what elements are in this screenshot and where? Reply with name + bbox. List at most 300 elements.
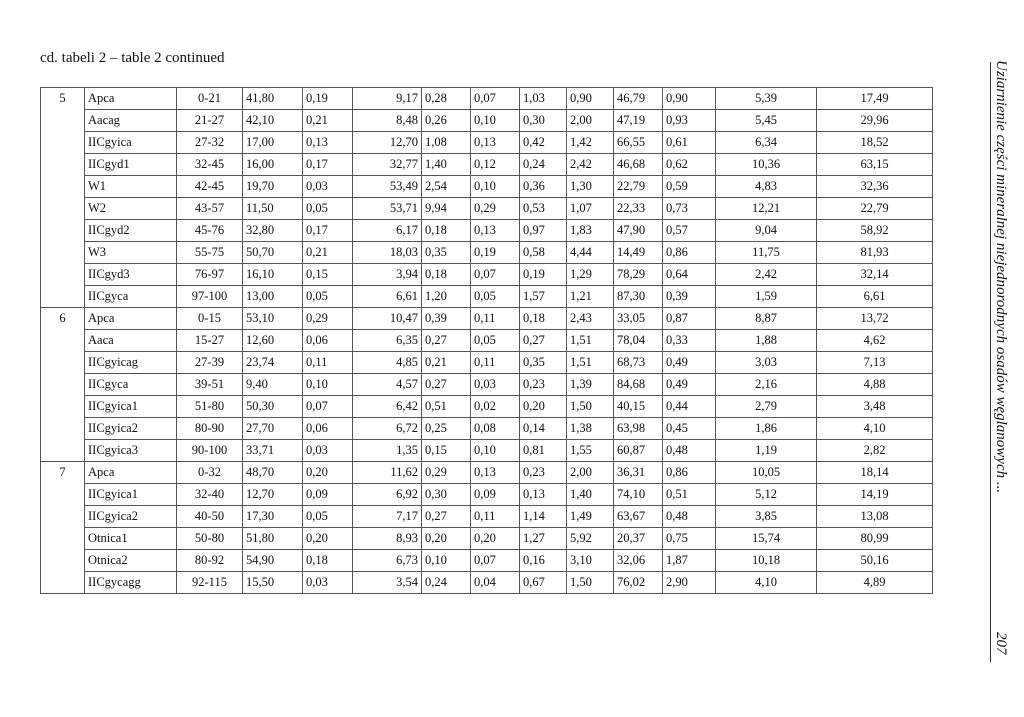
depth-cell: 43-57 — [177, 198, 243, 220]
value-cell: 5,39 — [716, 88, 817, 110]
profile-number — [41, 550, 85, 572]
profile-number — [41, 418, 85, 440]
value-cell: 12,70 — [243, 484, 303, 506]
value-cell: 0,07 — [471, 550, 520, 572]
table-caption: cd. tabeli 2 – table 2 continued — [40, 50, 225, 66]
value-cell: 18,14 — [817, 462, 933, 484]
value-cell: 16,10 — [243, 264, 303, 286]
value-cell: 63,15 — [817, 154, 933, 176]
value-cell: 3,03 — [716, 352, 817, 374]
value-cell: 2,42 — [567, 154, 614, 176]
horizon-name: W3 — [85, 242, 177, 264]
value-cell: 68,73 — [614, 352, 663, 374]
depth-cell: 80-92 — [177, 550, 243, 572]
profile-number: 6 — [41, 308, 85, 330]
value-cell: 46,68 — [614, 154, 663, 176]
value-cell: 0,35 — [520, 352, 567, 374]
value-cell: 10,47 — [353, 308, 422, 330]
table-row — [41, 308, 933, 330]
value-cell: 0,04 — [471, 572, 520, 594]
value-cell: 1,50 — [567, 396, 614, 418]
value-cell: 32,77 — [353, 154, 422, 176]
value-cell: 1,08 — [422, 132, 471, 154]
depth-cell: 76-97 — [177, 264, 243, 286]
value-cell: 13,72 — [817, 308, 933, 330]
value-cell: 19,70 — [243, 176, 303, 198]
value-cell: 1,50 — [567, 572, 614, 594]
value-cell: 4,89 — [817, 572, 933, 594]
value-cell: 0,19 — [520, 264, 567, 286]
depth-cell: 0-21 — [177, 88, 243, 110]
value-cell: 8,48 — [353, 110, 422, 132]
value-cell: 0,03 — [303, 176, 353, 198]
value-cell: 47,90 — [614, 220, 663, 242]
value-cell: 6,42 — [353, 396, 422, 418]
value-cell: 33,71 — [243, 440, 303, 462]
value-cell: 0,86 — [663, 462, 716, 484]
value-cell: 0,16 — [520, 550, 567, 572]
table-row — [41, 352, 933, 374]
value-cell: 0,53 — [520, 198, 567, 220]
profile-number — [41, 176, 85, 198]
value-cell: 0,13 — [471, 220, 520, 242]
value-cell: 3,10 — [567, 550, 614, 572]
table-row — [41, 110, 933, 132]
value-cell: 4,83 — [716, 176, 817, 198]
table-row — [41, 198, 933, 220]
horizon-name: Aacag — [85, 110, 177, 132]
profile-number — [41, 396, 85, 418]
value-cell: 1,49 — [567, 506, 614, 528]
value-cell: 6,34 — [716, 132, 817, 154]
page-number: 207 — [993, 632, 1009, 655]
value-cell: 50,30 — [243, 396, 303, 418]
horizon-name: Otnica2 — [85, 550, 177, 572]
profile-number — [41, 286, 85, 308]
value-cell: 76,02 — [614, 572, 663, 594]
value-cell: 0,61 — [663, 132, 716, 154]
value-cell: 0,30 — [520, 110, 567, 132]
depth-cell: 15-27 — [177, 330, 243, 352]
value-cell: 1,87 — [663, 550, 716, 572]
value-cell: 32,14 — [817, 264, 933, 286]
value-cell: 0,20 — [520, 396, 567, 418]
value-cell: 0,05 — [303, 198, 353, 220]
value-cell: 0,19 — [471, 242, 520, 264]
table-row — [41, 264, 933, 286]
value-cell: 2,16 — [716, 374, 817, 396]
depth-cell: 51-80 — [177, 396, 243, 418]
profile-number — [41, 330, 85, 352]
depth-cell: 27-32 — [177, 132, 243, 154]
value-cell: 4,85 — [353, 352, 422, 374]
value-cell: 0,03 — [303, 440, 353, 462]
value-cell: 0,03 — [303, 572, 353, 594]
value-cell: 74,10 — [614, 484, 663, 506]
profile-number — [41, 242, 85, 264]
value-cell: 11,50 — [243, 198, 303, 220]
profile-number — [41, 110, 85, 132]
table-row — [41, 286, 933, 308]
value-cell: 1,59 — [716, 286, 817, 308]
value-cell: 53,10 — [243, 308, 303, 330]
value-cell: 0,05 — [303, 506, 353, 528]
value-cell: 1,14 — [520, 506, 567, 528]
value-cell: 0,58 — [520, 242, 567, 264]
value-cell: 0,64 — [663, 264, 716, 286]
value-cell: 0,51 — [422, 396, 471, 418]
table-row — [41, 418, 933, 440]
value-cell: 32,06 — [614, 550, 663, 572]
value-cell: 23,74 — [243, 352, 303, 374]
value-cell: 3,48 — [817, 396, 933, 418]
value-cell: 1,21 — [567, 286, 614, 308]
value-cell: 0,18 — [520, 308, 567, 330]
value-cell: 0,05 — [471, 286, 520, 308]
value-cell: 0,06 — [303, 418, 353, 440]
value-cell: 0,57 — [663, 220, 716, 242]
value-cell: 80,99 — [817, 528, 933, 550]
value-cell: 4,10 — [817, 418, 933, 440]
profile-number — [41, 198, 85, 220]
value-cell: 1,38 — [567, 418, 614, 440]
depth-cell: 92-115 — [177, 572, 243, 594]
value-cell: 0,27 — [422, 374, 471, 396]
horizon-name: IICgyicag — [85, 352, 177, 374]
value-cell: 18,52 — [817, 132, 933, 154]
value-cell: 2,42 — [716, 264, 817, 286]
value-cell: 1,42 — [567, 132, 614, 154]
value-cell: 9,04 — [716, 220, 817, 242]
value-cell: 18,03 — [353, 242, 422, 264]
value-cell: 0,09 — [471, 484, 520, 506]
profile-number: 7 — [41, 462, 85, 484]
value-cell: 0,30 — [422, 484, 471, 506]
depth-cell: 39-51 — [177, 374, 243, 396]
value-cell: 22,79 — [614, 176, 663, 198]
value-cell: 0,20 — [303, 528, 353, 550]
value-cell: 87,30 — [614, 286, 663, 308]
value-cell: 53,71 — [353, 198, 422, 220]
value-cell: 0,07 — [303, 396, 353, 418]
value-cell: 1,57 — [520, 286, 567, 308]
value-cell: 0,29 — [471, 198, 520, 220]
value-cell: 0,18 — [422, 220, 471, 242]
value-cell: 10,18 — [716, 550, 817, 572]
table-row — [41, 242, 933, 264]
horizon-name: Aaca — [85, 330, 177, 352]
value-cell: 0,18 — [303, 550, 353, 572]
value-cell: 17,49 — [817, 88, 933, 110]
value-cell: 0,05 — [471, 330, 520, 352]
table-row — [41, 154, 933, 176]
table-row — [41, 550, 933, 572]
value-cell: 22,79 — [817, 198, 933, 220]
value-cell: 63,67 — [614, 506, 663, 528]
value-cell: 32,80 — [243, 220, 303, 242]
horizon-name: IICgyica2 — [85, 418, 177, 440]
value-cell: 0,45 — [663, 418, 716, 440]
value-cell: 2,82 — [817, 440, 933, 462]
value-cell: 33,05 — [614, 308, 663, 330]
value-cell: 1,39 — [567, 374, 614, 396]
value-cell: 0,08 — [471, 418, 520, 440]
value-cell: 0,28 — [422, 88, 471, 110]
value-cell: 2,79 — [716, 396, 817, 418]
value-cell: 14,49 — [614, 242, 663, 264]
profile-number — [41, 264, 85, 286]
value-cell: 1,27 — [520, 528, 567, 550]
value-cell: 46,79 — [614, 88, 663, 110]
value-cell: 11,75 — [716, 242, 817, 264]
table-row — [41, 220, 933, 242]
value-cell: 0,05 — [303, 286, 353, 308]
value-cell: 0,49 — [663, 352, 716, 374]
value-cell: 9,40 — [243, 374, 303, 396]
value-cell: 3,54 — [353, 572, 422, 594]
value-cell: 15,74 — [716, 528, 817, 550]
value-cell: 53,49 — [353, 176, 422, 198]
value-cell: 29,96 — [817, 110, 933, 132]
table-row — [41, 176, 933, 198]
value-cell: 4,62 — [817, 330, 933, 352]
value-cell: 6,61 — [817, 286, 933, 308]
value-cell: 2,00 — [567, 462, 614, 484]
horizon-name: W2 — [85, 198, 177, 220]
value-cell: 0,27 — [422, 506, 471, 528]
depth-cell: 45-76 — [177, 220, 243, 242]
value-cell: 84,68 — [614, 374, 663, 396]
value-cell: 22,33 — [614, 198, 663, 220]
profile-number — [41, 374, 85, 396]
value-cell: 1,20 — [422, 286, 471, 308]
table-row — [41, 484, 933, 506]
value-cell: 51,80 — [243, 528, 303, 550]
value-cell: 0,29 — [422, 462, 471, 484]
table-row — [41, 528, 933, 550]
value-cell: 78,04 — [614, 330, 663, 352]
value-cell: 5,12 — [716, 484, 817, 506]
horizon-name: Apca — [85, 462, 177, 484]
value-cell: 7,13 — [817, 352, 933, 374]
depth-cell: 32-40 — [177, 484, 243, 506]
table-row — [41, 572, 933, 594]
value-cell: 0,39 — [422, 308, 471, 330]
value-cell: 0,10 — [471, 176, 520, 198]
value-cell: 2,00 — [567, 110, 614, 132]
profile-number — [41, 572, 85, 594]
value-cell: 10,05 — [716, 462, 817, 484]
value-cell: 36,31 — [614, 462, 663, 484]
horizon-name: IICgyica1 — [85, 484, 177, 506]
value-cell: 0,20 — [303, 462, 353, 484]
horizon-name: IICgyica1 — [85, 396, 177, 418]
value-cell: 0,17 — [303, 154, 353, 176]
value-cell: 1,88 — [716, 330, 817, 352]
value-cell: 48,70 — [243, 462, 303, 484]
value-cell: 0,49 — [663, 374, 716, 396]
value-cell: 0,23 — [520, 374, 567, 396]
profile-number — [41, 440, 85, 462]
horizon-name: IICgyica3 — [85, 440, 177, 462]
value-cell: 0,10 — [303, 374, 353, 396]
value-cell: 0,06 — [303, 330, 353, 352]
value-cell: 0,67 — [520, 572, 567, 594]
value-cell: 60,87 — [614, 440, 663, 462]
depth-cell: 21-27 — [177, 110, 243, 132]
value-cell: 0,26 — [422, 110, 471, 132]
value-cell: 9,17 — [353, 88, 422, 110]
value-cell: 81,93 — [817, 242, 933, 264]
table-row — [41, 374, 933, 396]
table-row — [41, 462, 933, 484]
depth-cell: 42-45 — [177, 176, 243, 198]
value-cell: 0,87 — [663, 308, 716, 330]
value-cell: 58,92 — [817, 220, 933, 242]
value-cell: 0,18 — [422, 264, 471, 286]
value-cell: 0,11 — [471, 506, 520, 528]
value-cell: 6,92 — [353, 484, 422, 506]
value-cell: 2,43 — [567, 308, 614, 330]
value-cell: 0,73 — [663, 198, 716, 220]
depth-cell: 97-100 — [177, 286, 243, 308]
value-cell: 0,33 — [663, 330, 716, 352]
value-cell: 63,98 — [614, 418, 663, 440]
value-cell: 6,72 — [353, 418, 422, 440]
value-cell: 9,94 — [422, 198, 471, 220]
value-cell: 0,02 — [471, 396, 520, 418]
side-rule — [990, 62, 991, 662]
value-cell: 11,62 — [353, 462, 422, 484]
horizon-name: IICgyd1 — [85, 154, 177, 176]
value-cell: 54,90 — [243, 550, 303, 572]
table-row — [41, 132, 933, 154]
profile-number — [41, 528, 85, 550]
value-cell: 40,15 — [614, 396, 663, 418]
value-cell: 0,81 — [520, 440, 567, 462]
value-cell: 2,54 — [422, 176, 471, 198]
value-cell: 1,35 — [353, 440, 422, 462]
value-cell: 0,11 — [303, 352, 353, 374]
value-cell: 0,11 — [471, 308, 520, 330]
value-cell: 0,21 — [303, 242, 353, 264]
value-cell: 0,42 — [520, 132, 567, 154]
profile-number — [41, 484, 85, 506]
table-row — [41, 396, 933, 418]
value-cell: 4,44 — [567, 242, 614, 264]
horizon-name: Otnica1 — [85, 528, 177, 550]
value-cell: 4,57 — [353, 374, 422, 396]
value-cell: 0,62 — [663, 154, 716, 176]
value-cell: 0,44 — [663, 396, 716, 418]
value-cell: 0,27 — [422, 330, 471, 352]
value-cell: 78,29 — [614, 264, 663, 286]
value-cell: 0,75 — [663, 528, 716, 550]
depth-cell: 32-45 — [177, 154, 243, 176]
value-cell: 0,35 — [422, 242, 471, 264]
value-cell: 0,10 — [471, 440, 520, 462]
value-cell: 14,19 — [817, 484, 933, 506]
table-row — [41, 440, 933, 462]
value-cell: 0,13 — [520, 484, 567, 506]
value-cell: 0,21 — [422, 352, 471, 374]
value-cell: 20,37 — [614, 528, 663, 550]
value-cell: 0,07 — [471, 88, 520, 110]
value-cell: 50,70 — [243, 242, 303, 264]
value-cell: 27,70 — [243, 418, 303, 440]
profile-number — [41, 220, 85, 242]
value-cell: 41,80 — [243, 88, 303, 110]
value-cell: 13,00 — [243, 286, 303, 308]
value-cell: 15,50 — [243, 572, 303, 594]
depth-cell: 80-90 — [177, 418, 243, 440]
value-cell: 0,86 — [663, 242, 716, 264]
running-title: Uziarnienie części mineralnej niejednorodnych osadów węglanowych ... — [993, 60, 1009, 494]
value-cell: 0,12 — [471, 154, 520, 176]
horizon-name: IICgyca — [85, 374, 177, 396]
depth-cell: 50-80 — [177, 528, 243, 550]
value-cell: 1,83 — [567, 220, 614, 242]
value-cell: 17,30 — [243, 506, 303, 528]
value-cell: 0,19 — [303, 88, 353, 110]
value-cell: 0,48 — [663, 440, 716, 462]
value-cell: 0,29 — [303, 308, 353, 330]
value-cell: 6,61 — [353, 286, 422, 308]
value-cell: 0,09 — [303, 484, 353, 506]
horizon-name: Apca — [85, 308, 177, 330]
value-cell: 12,70 — [353, 132, 422, 154]
value-cell: 0,25 — [422, 418, 471, 440]
value-cell: 7,17 — [353, 506, 422, 528]
value-cell: 1,51 — [567, 330, 614, 352]
value-cell: 0,48 — [663, 506, 716, 528]
value-cell: 3,94 — [353, 264, 422, 286]
value-cell: 3,85 — [716, 506, 817, 528]
value-cell: 66,55 — [614, 132, 663, 154]
table-row — [41, 88, 933, 110]
value-cell: 0,90 — [663, 88, 716, 110]
value-cell: 1,86 — [716, 418, 817, 440]
value-cell: 0,97 — [520, 220, 567, 242]
value-cell: 0,21 — [303, 110, 353, 132]
horizon-name: IICgycagg — [85, 572, 177, 594]
value-cell: 10,36 — [716, 154, 817, 176]
value-cell: 0,24 — [520, 154, 567, 176]
value-cell: 6,17 — [353, 220, 422, 242]
value-cell: 1,07 — [567, 198, 614, 220]
value-cell: 0,17 — [303, 220, 353, 242]
value-cell: 1,55 — [567, 440, 614, 462]
horizon-name: IICgyca — [85, 286, 177, 308]
depth-cell: 55-75 — [177, 242, 243, 264]
value-cell: 0,23 — [520, 462, 567, 484]
value-cell: 5,45 — [716, 110, 817, 132]
value-cell: 1,03 — [520, 88, 567, 110]
value-cell: 0,90 — [567, 88, 614, 110]
value-cell: 1,29 — [567, 264, 614, 286]
value-cell: 0,13 — [303, 132, 353, 154]
value-cell: 0,93 — [663, 110, 716, 132]
profile-number — [41, 154, 85, 176]
value-cell: 12,21 — [716, 198, 817, 220]
value-cell: 0,36 — [520, 176, 567, 198]
value-cell: 2,90 — [663, 572, 716, 594]
value-cell: 50,16 — [817, 550, 933, 572]
depth-cell: 27-39 — [177, 352, 243, 374]
value-cell: 47,19 — [614, 110, 663, 132]
horizon-name: IICgyd3 — [85, 264, 177, 286]
value-cell: 0,59 — [663, 176, 716, 198]
